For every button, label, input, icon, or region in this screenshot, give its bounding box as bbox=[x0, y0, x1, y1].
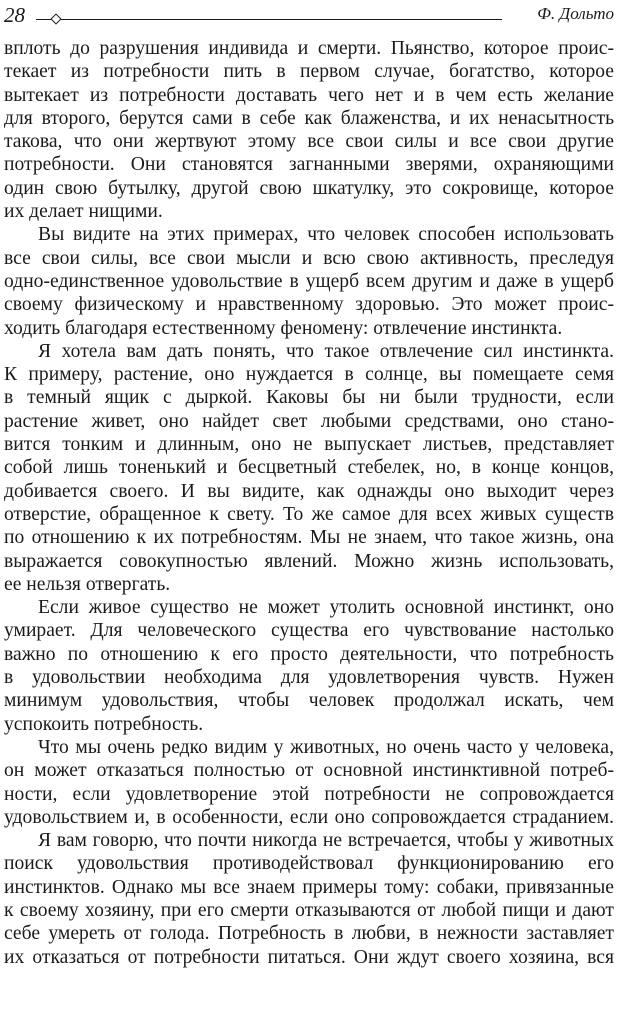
text-line: по отношению к их потребностям. Мы не знаем, что такое жизнь, она bbox=[4, 527, 614, 549]
page-number: 28 bbox=[4, 3, 25, 27]
text-line: Я вам говорю, что почти никогда не встречается, чтобы у животных bbox=[38, 830, 614, 852]
text-line: вытекает из потребности доставать чего нет и в чем есть желание bbox=[4, 84, 614, 106]
text-line: К примеру, растение, оно нуждается в солнце, вы помещаете семя bbox=[4, 364, 614, 386]
text-line: в темный ящик с дыркой. Каковы бы ни были трудности, если bbox=[4, 387, 614, 409]
text-line: такова, что они жертвуют этому все свои силы и все свои другие bbox=[4, 131, 614, 153]
text-line: Я хотела вам дать понять, что такое отвлечение сил инстинкта. bbox=[38, 340, 614, 362]
text-line: все свои силы, все свои мысли и всю свою активность, преследуя bbox=[4, 247, 614, 269]
header-ornament-icon bbox=[50, 13, 61, 24]
text-line: в удовольствии необходима для удовлетворения чувств. Нужен bbox=[4, 667, 614, 689]
text-line: отверстие, обращенное к свету. То же самое для всех живых существ bbox=[4, 503, 614, 525]
text-line: их делает нищими. bbox=[4, 201, 163, 223]
text-line: к своему хозяину, при его смерти отказываются от любой пищи и дают bbox=[4, 899, 614, 921]
text-line: Если живое существо не может утолить основной инстинкт, оно bbox=[38, 597, 614, 619]
text-line: удовольствием и, в особенности, если оно сопровождается страданием. bbox=[4, 806, 614, 828]
text-line: Вы видите на этих примерах, что человек способен использовать bbox=[38, 224, 614, 246]
text-line: их отказаться от потребности питаться. Они ждут своего хозяина, вся bbox=[4, 946, 614, 968]
text-line: инстинктов. Однако мы все знаем примеры тому: собаки, привязанные bbox=[4, 876, 614, 898]
running-author: Ф. Дольто bbox=[537, 4, 614, 23]
text-line: своему физическому и нравственному здоровью. Это может проис- bbox=[4, 294, 614, 316]
text-line: ее нельзя отвергать. bbox=[4, 573, 171, 595]
text-line: важно по отношению к его просто деятельности, что потребность bbox=[4, 643, 614, 665]
text-line: ности, если удовлетворение этой потребности не сопровождается bbox=[4, 783, 614, 805]
text-line: он может отказаться полностью от основной инстинктивной потреб- bbox=[4, 760, 614, 782]
text-line: успокоить потребность. bbox=[4, 713, 204, 735]
text-line: выражается совокупностью явлений. Можно жизнь использовать, bbox=[4, 550, 614, 572]
text-line: один свою бутылку, другой свою шкатулку, это сокровище, которое bbox=[4, 177, 614, 199]
text-line: поиск удовольствия противодействовал функционированию его bbox=[4, 853, 614, 875]
text-line: для второго, берутся сами в себе как блаженства, и их ненасытность bbox=[4, 107, 614, 129]
running-head bbox=[4, 0, 614, 30]
text-line: добивается своего. И вы видите, как однажды оно выходит через bbox=[4, 480, 614, 502]
text-line: текает из потребности пить в первом случае, богатство, которое bbox=[4, 61, 614, 83]
header-rule bbox=[36, 19, 502, 20]
text-line: растение живет, оно найдет свет любыми средствами, оно стано- bbox=[4, 410, 614, 432]
text-line: вится тонким и длинным, оно не выпускает листьев, представляет bbox=[4, 434, 614, 456]
text-line: минимум удовольствия, чтобы человек продолжал искать, чем bbox=[4, 690, 614, 712]
text-line: собой лишь тоненький и бесцветный стебелек, но, в конце концов, bbox=[4, 457, 614, 479]
text-line: ходить благодаря естественному феномену: отвлечение инстинкта. bbox=[4, 317, 563, 339]
text-line: потребности. Они становятся загнанными зверями, охраняющими bbox=[4, 154, 614, 176]
text-line: себе умереть от голода. Потребность в любви, в нежности заставляет bbox=[4, 923, 614, 945]
text-line: вплоть до разрушения индивида и смерти. Пьянство, которое проис- bbox=[4, 38, 614, 59]
text-line: одно-единственное удовольствие в ущерб всем другим и даже в ущерб bbox=[4, 270, 614, 292]
body-text bbox=[4, 37, 614, 969]
text-line: Что мы очень редко видим у животных, но очень часто у человека, bbox=[38, 736, 614, 758]
text-line: умирает. Для человеческого существа его чувствование настолько bbox=[4, 620, 614, 642]
